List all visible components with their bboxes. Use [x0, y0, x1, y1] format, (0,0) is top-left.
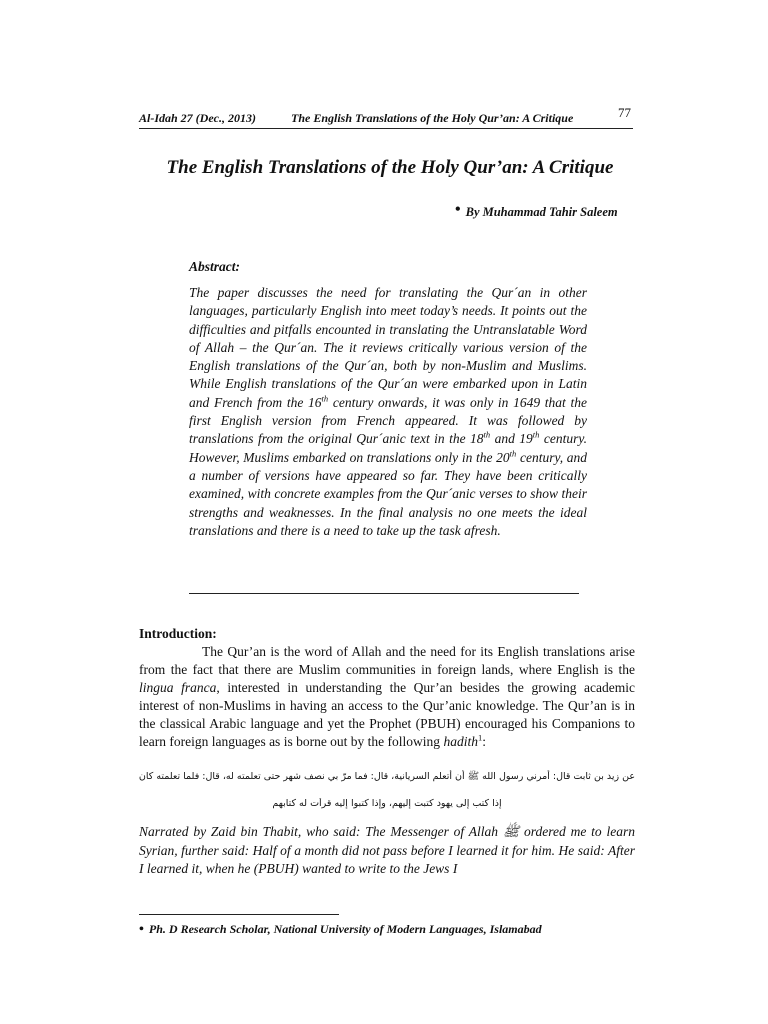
arabic-hadith-line-2: إذا كتب إلى يهود كتبت إليهم، وإذا كتبوا إليه قرأت له كتابهم [272, 798, 502, 809]
author-footnote-marker: • [455, 201, 461, 218]
footnote [139, 922, 542, 938]
arabic-hadith-line-1: عن زيد بن ثابت قال: أمرني رسول الله ﷺ أن أتعلم السريانية، قال: فما مرّ بي نصف شهر حتى تعلمته له، قال: فلما تعلمته كان [139, 771, 635, 782]
journal-citation: Al-Idah 27 (Dec., 2013) [139, 111, 256, 125]
article-title: The English Translations of the Holy Qur’an: A Critique [166, 157, 614, 178]
running-header [139, 105, 633, 127]
author-line [455, 201, 618, 220]
abstract-text: The paper discusses the need for translating the Qur´an in other languages, particularly English into meet today’s needs. It points out the difficulties and pitfalls encounted in translating the Untranslatable Word of Allah – the Qur´an. The it reviews critically various version of the English translations of the Qur´an, both by non-Muslim and Muslims. While English translations of the Qur´an were embarked upon in Latin and French from the 16th century onwards, it was only in 1649 that the first English version from French appeared. It was followed by translations from the original Qur´anic text in the 18th and 19th century. However, Muslims embarked on translations only in the 20th century, and a number of versions have appeared so far. They have been critically examined, with concrete examples from the Qur´anic verses to show their strengths and weaknesses. In the final analysis no one meets the ideal translations and there is a need to take up the task afresh. [189, 285, 587, 538]
introduction-heading: Introduction: [139, 626, 217, 641]
footnote-rule [139, 914, 339, 915]
abstract-heading: Abstract: [189, 259, 241, 274]
abstract-separator [189, 593, 579, 594]
header-rule [139, 128, 633, 129]
running-title: The English Translations of the Holy Qur’an: A Critique [291, 111, 574, 125]
footnote-text: Ph. D Research Scholar, National University of Modern Languages, Islamabad [148, 922, 542, 936]
footnote-reference: 1 [477, 732, 483, 743]
page-number: 77 [618, 105, 631, 120]
footnote-marker: • [139, 922, 144, 937]
author-name: By Muhammad Tahir Saleem [465, 205, 618, 219]
introduction-paragraph: The Qur’an is the word of Allah and the need for its English translations arise from the fact that there are Muslim communities in foreign lands, where English is the lingua franca, interested in understanding the Qur’an besides the growing academic interest of non-Muslims in having an access to the Qur’anic knowledge. The Qur’an is in the classical Arabic language and yet the Prophet (PBUH) encouraged his Companions to learn foreign languages as is borne out by the following hadith$^1$: [139, 644, 636, 750]
hadith-translation: Narrated by Zaid bin Thabit, who said: The Messenger of Allah ﷺ ordered me to learn Syrian, further said: Half of a month did not pass before I learned it for him. He said: After I learned it, when he (PBUH) wanted to write to the Jews I [139, 824, 635, 876]
